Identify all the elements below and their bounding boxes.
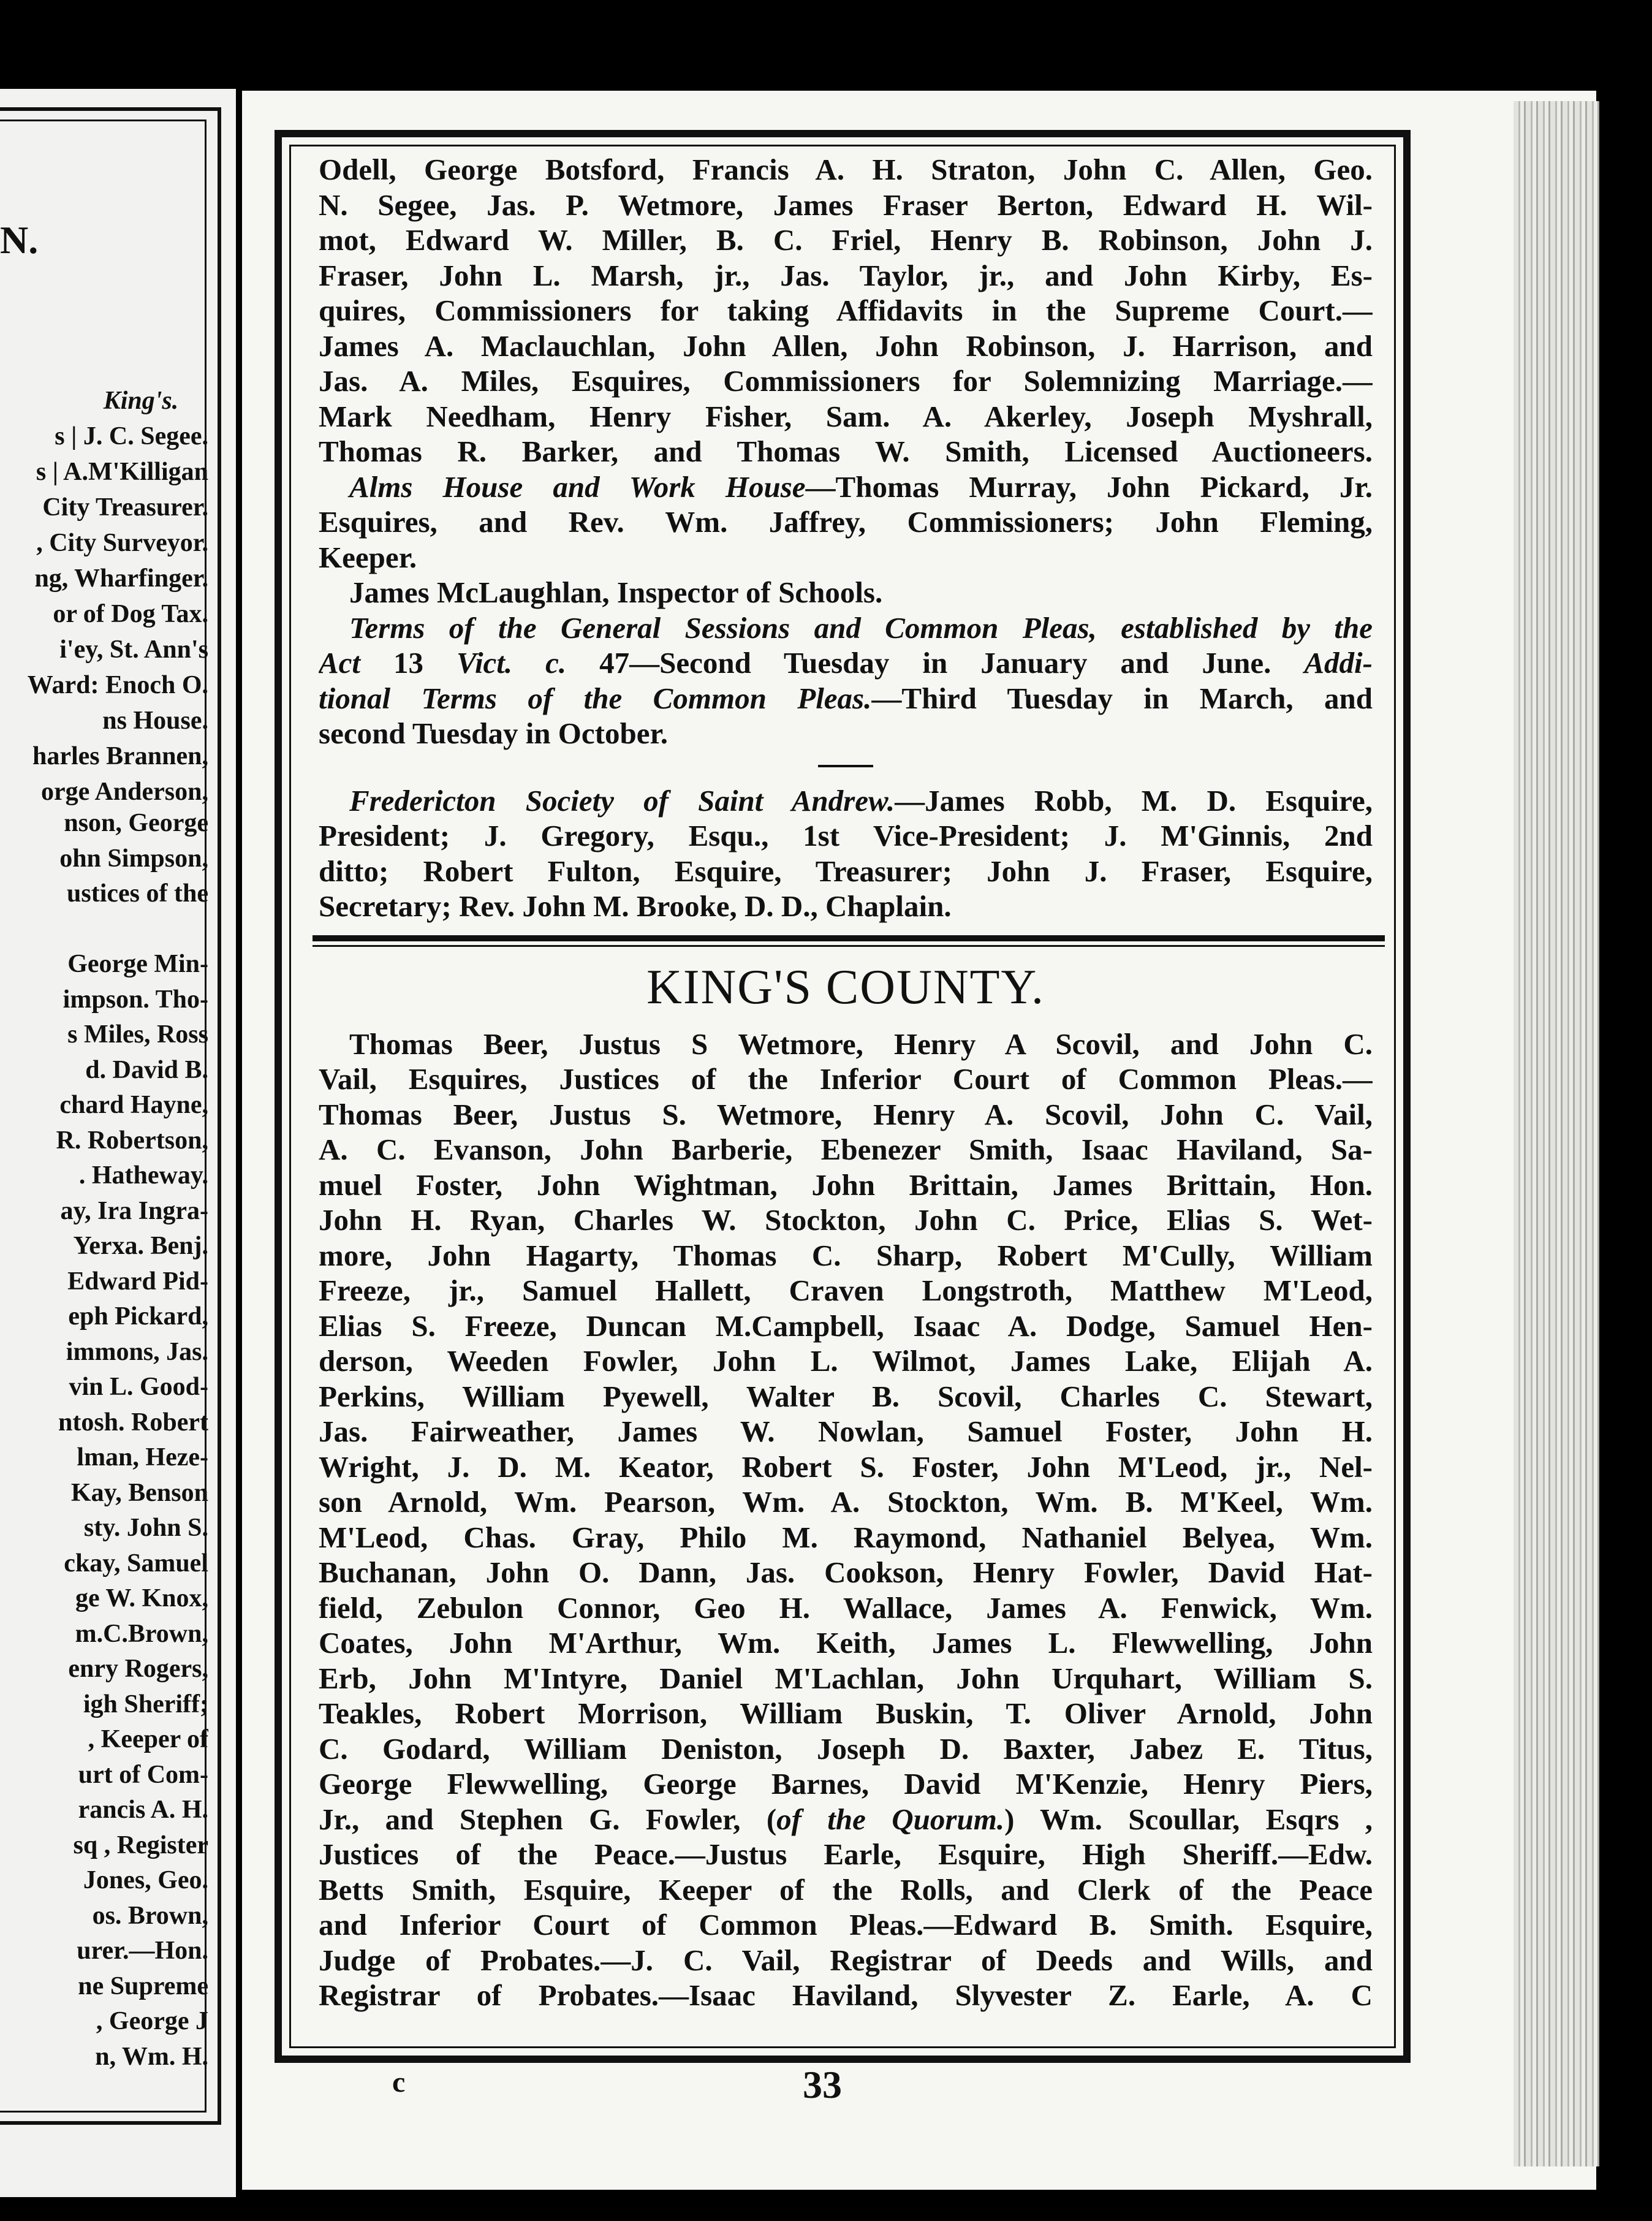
terms-line [319, 645, 1373, 681]
county-divider [313, 935, 1385, 947]
page-body [319, 152, 1373, 2013]
column-line: orge Anderson, [41, 778, 208, 806]
text-line: Mark Needham, Henry Fisher, Sam. A. Akerley, Joseph Myshrall, [319, 399, 1373, 433]
text-line: d. David B. [85, 1055, 208, 1084]
terms-act: Act [319, 646, 361, 680]
text-line: Edward Pid- [67, 1267, 208, 1296]
terms-addi: Addi- [1304, 646, 1373, 680]
text-line: Esquires, and Rev. Wm. Jaffrey, Commissioners; John Fleming, [319, 505, 1373, 539]
society-heading: Fredericton Society of Saint Andrew. [349, 783, 895, 818]
text-line: sq , Register [73, 1831, 208, 1859]
column-line: , City Surveyor. [36, 529, 208, 557]
text-line: field, Zebulon Connor, Geo H. Wallace, James A. Fenwick, Wm. [319, 1590, 1373, 1625]
quorum-line [319, 1802, 1373, 1837]
text-line: urer.—Hon. [77, 1937, 208, 1965]
left-page-text [0, 806, 208, 2075]
text-line: John H. Ryan, Charles W. Stockton, John C. Price, Elias S. Wet- [319, 1203, 1373, 1237]
text-line: quires, Commissioners for taking Affidavits in the Supreme Court.— [319, 294, 1373, 327]
text-line: Betts Smith, Esquire, Keeper of the Rolls, and Clerk of the Peace [319, 1872, 1373, 1907]
society-line: ditto; Robert Fulton, Esquire, Treasurer; John J. Fraser, Esquire, [319, 854, 1373, 888]
column-line: City Treasurer. [42, 493, 208, 522]
text-line: Odell, George Botsford, Francis A. H. Straton, John C. Allen, Geo. [319, 153, 1373, 186]
terms-text: 47—Second Tuesday in January and June. [566, 646, 1305, 680]
text-line: , George J [96, 2007, 208, 2035]
society-line [319, 783, 1373, 819]
text-line: , Keeper of [88, 1725, 208, 1753]
terms-number: 13 [360, 646, 457, 680]
text-line [0, 912, 208, 947]
text-line: Buchanan, John O. Dann, Jas. Cookson, Henry Fowler, David Hat- [319, 1555, 1373, 1589]
text-line: Kay, Benson [70, 1478, 208, 1507]
page-edges [1514, 101, 1599, 2166]
text-line: Wright, J. D. M. Keator, Robert S. Foster, John M'Leod, jr., Nel- [319, 1449, 1373, 1484]
column-line: ng, Wharfinger. [34, 564, 208, 593]
text-line: enry Rogers, [68, 1655, 208, 1683]
column-line: harles Brannen, [32, 742, 208, 770]
text-line: ckay, Samuel [64, 1549, 208, 1577]
inspector-line: James McLaughlan, Inspector of Schools. [349, 575, 883, 609]
terms-line: Terms of the General Sessions and Common Pleas, established by the [349, 610, 1373, 645]
alms-house-text: —Thomas Murray, John Pickard, Jr. [805, 469, 1373, 504]
text-line: N. Segee, Jas. P. Wetmore, James Fraser Berton, Edward H. Wil- [319, 188, 1373, 222]
text-line: George Min- [67, 950, 208, 978]
text-line: George Flewwelling, George Barnes, David M'Kenzie, Henry Piers, [319, 1767, 1373, 1801]
text-line: n, Wm. H. [95, 2042, 208, 2071]
text-line: Registrar of Probates.—Isaac Haviland, Slyvester Z. Earle, A. C [319, 1978, 1373, 2012]
text-line: Erb, John M'Intyre, Daniel M'Lachlan, John Urquhart, William S. [319, 1661, 1373, 1695]
text-line: ne Supreme [78, 1972, 208, 2000]
text-line: igh Sheriff; [83, 1690, 208, 1718]
text-line: Justices of the Peace.—Justus Earle, Esquire, High Sheriff.—Edw. [319, 1837, 1373, 1871]
page-number: 33 [803, 2063, 842, 2106]
terms-additional: tional Terms of the Common Pleas. [319, 681, 872, 715]
text-line: and Inferior Court of Common Pleas.—Edward B. Smith. Esquire, [319, 1908, 1373, 1942]
text-line: mot, Edward W. Miller, B. C. Friel, Henry B. Robinson, John J. [319, 223, 1373, 257]
text-line: vin L. Good- [69, 1373, 208, 1401]
text-line: Perkins, William Pyewell, Walter B. Scovil, Charles C. Stewart, [319, 1379, 1373, 1413]
text-line: more, John Hagarty, Thomas C. Sharp, Robert M'Cully, William [319, 1238, 1373, 1272]
text-line: Elias S. Freeze, Duncan M.Campbell, Isaac A. Dodge, Samuel Hen- [319, 1308, 1373, 1343]
text-line: impson. Tho- [63, 985, 208, 1014]
text-line: A. C. Evanson, John Barberie, Ebenezer Smith, Isaac Haviland, Sa- [319, 1133, 1373, 1166]
terms-line: second Tuesday in October. [319, 716, 668, 750]
text-line: Freeze, jr., Samuel Hallett, Craven Longstroth, Matthew M'Leod, [319, 1274, 1373, 1307]
text-line: ay, Ira Ingra- [60, 1196, 208, 1225]
left-page-heading: N. [0, 218, 39, 262]
text-line: R. Robertson, [56, 1126, 208, 1155]
alms-house-line [319, 469, 1373, 505]
county-title: KING'S COUNTY. [646, 960, 1045, 1014]
society-text: —James Robb, M. D. Esquire, [895, 783, 1373, 818]
text-line: C. Godard, William Deniston, Joseph D. Baxter, Jabez E. Titus, [319, 1731, 1373, 1766]
text-line: eph Pickard, [68, 1302, 208, 1331]
signature-mark: c [392, 2066, 406, 2098]
quorum-text: Jr., and Stephen G. Fowler, ( [319, 1802, 777, 1836]
terms-vict: Vict. c. [456, 646, 567, 680]
text-line: James A. Maclauchlan, John Allen, John Robinson, J. Harrison, and [319, 328, 1373, 363]
terms-line [319, 681, 1373, 716]
text-line: nson, George [64, 809, 208, 837]
section-divider [818, 765, 873, 767]
text-line: son Arnold, Wm. Pearson, Wm. A. Stockton, Wm. B. M'Keel, Wm. [319, 1485, 1373, 1519]
text-line: ustices of the [67, 879, 208, 908]
society-line: Secretary; Rev. John M. Brooke, D. D., Chaplain. [319, 889, 952, 923]
text-line: rancis A. H. [78, 1796, 208, 1824]
text-line: Vail, Esquires, Justices of the Inferior Court of Common Pleas.— [319, 1062, 1373, 1096]
text-line: Teakles, Robert Morrison, William Buskin, T. Oliver Arnold, John [319, 1696, 1373, 1730]
text-line: . Hatheway. [78, 1161, 208, 1190]
text-line: Yerxa. Benj. [73, 1232, 208, 1260]
text-line: lman, Heze- [77, 1443, 208, 1471]
text-line: Keeper. [319, 540, 417, 574]
text-line: s Miles, Ross [67, 1020, 208, 1049]
column-line: s | J. C. Segee. [55, 422, 208, 450]
text-line: derson, Weeden Fowler, John L. Wilmot, James Lake, Elijah A. [319, 1344, 1373, 1378]
column-header: King's. [103, 387, 179, 415]
terms-text: —Third Tuesday in March, and [871, 681, 1373, 715]
text-line: ntosh. Robert [58, 1408, 208, 1437]
page-border-frame [275, 130, 1411, 2063]
text-line: sty. John S. [83, 1514, 208, 1542]
text-line: chard Hayne, [59, 1091, 208, 1119]
text-line: Jas. Fairweather, James W. Nowlan, Samuel Foster, John H. [319, 1414, 1373, 1448]
text-line: m.C.Brown, [75, 1619, 208, 1648]
society-line: President; J. Gregory, Esqu., 1st Vice-President; J. M'Ginnis, 2nd [319, 819, 1373, 852]
text-line: M'Leod, Chas. Gray, Philo M. Raymond, Nathaniel Belyea, Wm. [319, 1520, 1373, 1554]
text-line: Thomas R. Barker, and Thomas W. Smith, Licensed Auctioneers. [319, 435, 1373, 468]
text-line: Jas. A. Miles, Esquires, Commissioners for Solemnizing Marriage.— [319, 364, 1373, 398]
text-line: os. Brown, [92, 1901, 208, 1930]
text-line: Jones, Geo. [83, 1866, 208, 1894]
left-facing-page [0, 89, 236, 2197]
text-line: ohn Simpson, [59, 844, 208, 873]
text-line: immons, Jas. [66, 1337, 208, 1366]
column-line: s | A.M'Killigan [36, 458, 208, 486]
column-line: or of Dog Tax. [53, 600, 208, 628]
column-line: i'ey, St. Ann's [59, 636, 208, 664]
quorum-italic: of the Quorum. [776, 1802, 1005, 1836]
left-page-column [0, 383, 208, 810]
text-line: Thomas Beer, Justus S. Wetmore, Henry A. Scovil, John C. Vail, [319, 1097, 1373, 1131]
alms-house-heading: Alms House and Work House [349, 469, 806, 504]
quorum-text-end: ) Wm. Scoullar, Esqrs , [1004, 1802, 1373, 1836]
text-line: Coates, John M'Arthur, Wm. Keith, James L. Flewwelling, John [319, 1626, 1373, 1660]
text-line: Judge of Probates.—J. C. Vail, Registrar of Deeds and Wills, and [319, 1943, 1373, 1977]
text-line: Fraser, John L. Marsh, jr., Jas. Taylor, jr., and John Kirby, Es- [319, 258, 1373, 292]
text-line: urt of Com- [78, 1760, 208, 1789]
text-line: ge W. Knox, [75, 1584, 208, 1612]
text-line: muel Foster, John Wightman, John Brittain, James Brittain, Hon. [319, 1167, 1373, 1202]
column-line: ns House. [102, 707, 208, 735]
text-line: Thomas Beer, Justus S Wetmore, Henry A Scovil, and John C. [349, 1027, 1373, 1061]
column-line: Ward: Enoch O. [27, 671, 208, 699]
